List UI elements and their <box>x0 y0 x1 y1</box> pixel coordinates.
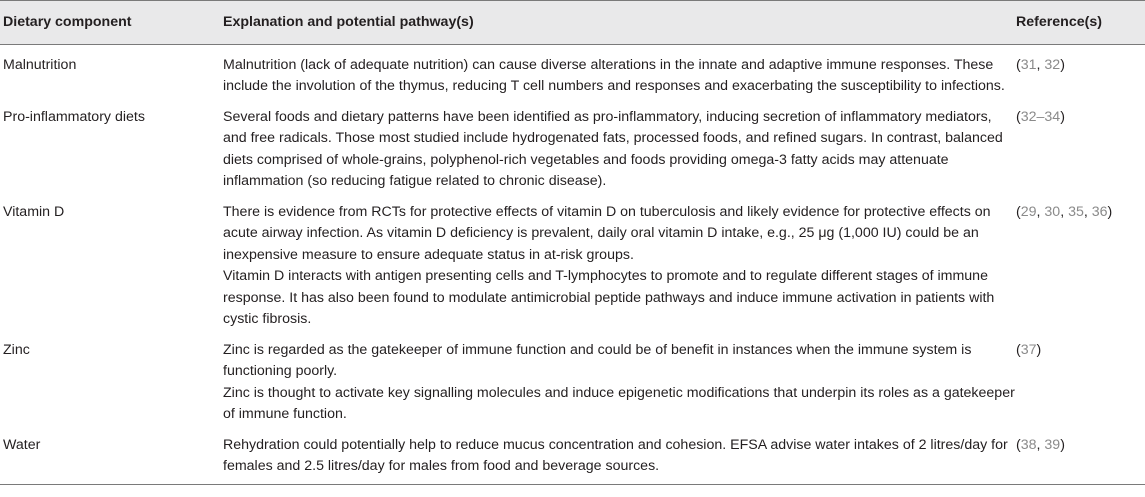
reference-link[interactable]: 30 <box>1044 203 1061 220</box>
explanation-paragraph: Several foods and dietary patterns have been identified as pro-inflammatory, inducing secretion of inflammatory mediators, and free radicals. Those most studied include hydrogenated fats, processed foods, and refined sugars. In contrast, balanced diets comprised of whole-grains, polyphenol-rich vegetables and foods providing omega-3 fatty acids may attenuate inflammation (so reducing fatigue related to chronic disease). <box>223 108 1003 189</box>
table-row <box>0 426 1145 485</box>
table-row <box>0 98 1145 193</box>
reference-link[interactable]: 36 <box>1091 203 1108 220</box>
header-dietary-component: Dietary component <box>0 1 220 45</box>
ref-close-paren: ) <box>1107 203 1113 220</box>
references-cell <box>1015 331 1145 426</box>
explanation-cell <box>220 426 1015 485</box>
reference-link[interactable]: 35 <box>1068 203 1084 220</box>
references-cell: (38, 39) <box>1015 426 1145 485</box>
reference-link[interactable]: 38 <box>1020 436 1037 453</box>
table-header <box>0 1 1145 45</box>
explanation-paragraph: There is evidence from RCTs for protective effects of vitamin D on tuberculosis and likely evidence for protective effects on acute airway infection. As vitamin D deficiency is prevalent, daily oral vitamin D intake, e.g., 25 μg (1,000 IU) could be an inexpensive measure to ensure adequate status in at-risk groups. <box>223 203 991 263</box>
reference-link[interactable]: 31 <box>1020 56 1037 73</box>
explanation-paragraph: Malnutrition (lack of adequate nutrition) can cause diverse alterations in the innate and adaptive immune responses. These include the involution of the thymus, reducing T cell numbers and responses and exacerbating the susceptibility to infections. <box>223 56 1005 94</box>
ref-close-paren: ) <box>1036 341 1042 358</box>
explanation-cell <box>220 98 1015 193</box>
header-explanation: Explanation and potential pathway(s) <box>220 1 1015 45</box>
dietary-component-cell: Malnutrition <box>3 56 77 73</box>
ref-open-paren: ( <box>1016 436 1021 453</box>
ref-open-paren: ( <box>1016 203 1021 220</box>
explanation-paragraph: Zinc is regarded as the gatekeeper of immune function and could be of benefit in instances when the immune system is functioning poorly. <box>223 341 972 379</box>
references-cell <box>1015 98 1145 193</box>
ref-open-paren: ( <box>1016 56 1021 73</box>
header-row <box>0 1 1145 45</box>
table-body <box>0 44 1145 484</box>
ref-close-paren: ) <box>1060 108 1065 125</box>
references-cell: (31, 32) <box>1016 56 1065 73</box>
explanation-cell <box>220 331 1015 426</box>
references-cell: (29, 30, 35, 36) <box>1016 203 1113 220</box>
explanation-paragraph: Rehydration could potentially help to reduce mucus concentration and cohesion. EFSA advise water intakes of 2 litres/day for females and 2.5 litres/day for males from food and beverage sources. <box>223 436 1008 474</box>
dietary-component-cell: Vitamin D <box>3 203 65 220</box>
dietary-component-cell: Zinc <box>3 341 30 358</box>
reference-link[interactable]: 32–34 <box>1020 108 1061 125</box>
ref-open-paren: ( <box>1016 108 1021 125</box>
table-row <box>0 193 1145 331</box>
ref-open-paren: ( <box>1016 341 1021 358</box>
ref-close-paren: ) <box>1060 436 1065 453</box>
reference-link[interactable]: 37 <box>1020 341 1037 358</box>
explanation-paragraph: Zinc is thought to activate key signalling molecules and induce epigenetic modifications that underpin its roles as a gatekeeper of immune function. <box>223 384 1015 422</box>
reference-link[interactable]: 32 <box>1044 56 1061 73</box>
explanation-paragraph: Vitamin D interacts with antigen presenting cells and T-lymphocytes to promote and to regulate different stages of immune response. It has also been found to modulate antimicrobial peptide pathways and induce immune activation in patients with cystic fibrosis. <box>223 268 995 327</box>
reference-link[interactable]: 39 <box>1044 436 1061 453</box>
reference-link[interactable]: 29 <box>1020 203 1037 220</box>
explanation-cell <box>220 44 1015 98</box>
header-references: Reference(s) <box>1015 1 1145 45</box>
dietary-component-cell: Pro-inflammatory diets <box>3 108 145 125</box>
explanation-cell <box>220 193 1015 331</box>
ref-close-paren: ) <box>1060 56 1065 73</box>
table-row <box>0 44 1145 98</box>
table-row <box>0 331 1145 426</box>
dietary-component-cell: Water <box>0 426 220 485</box>
